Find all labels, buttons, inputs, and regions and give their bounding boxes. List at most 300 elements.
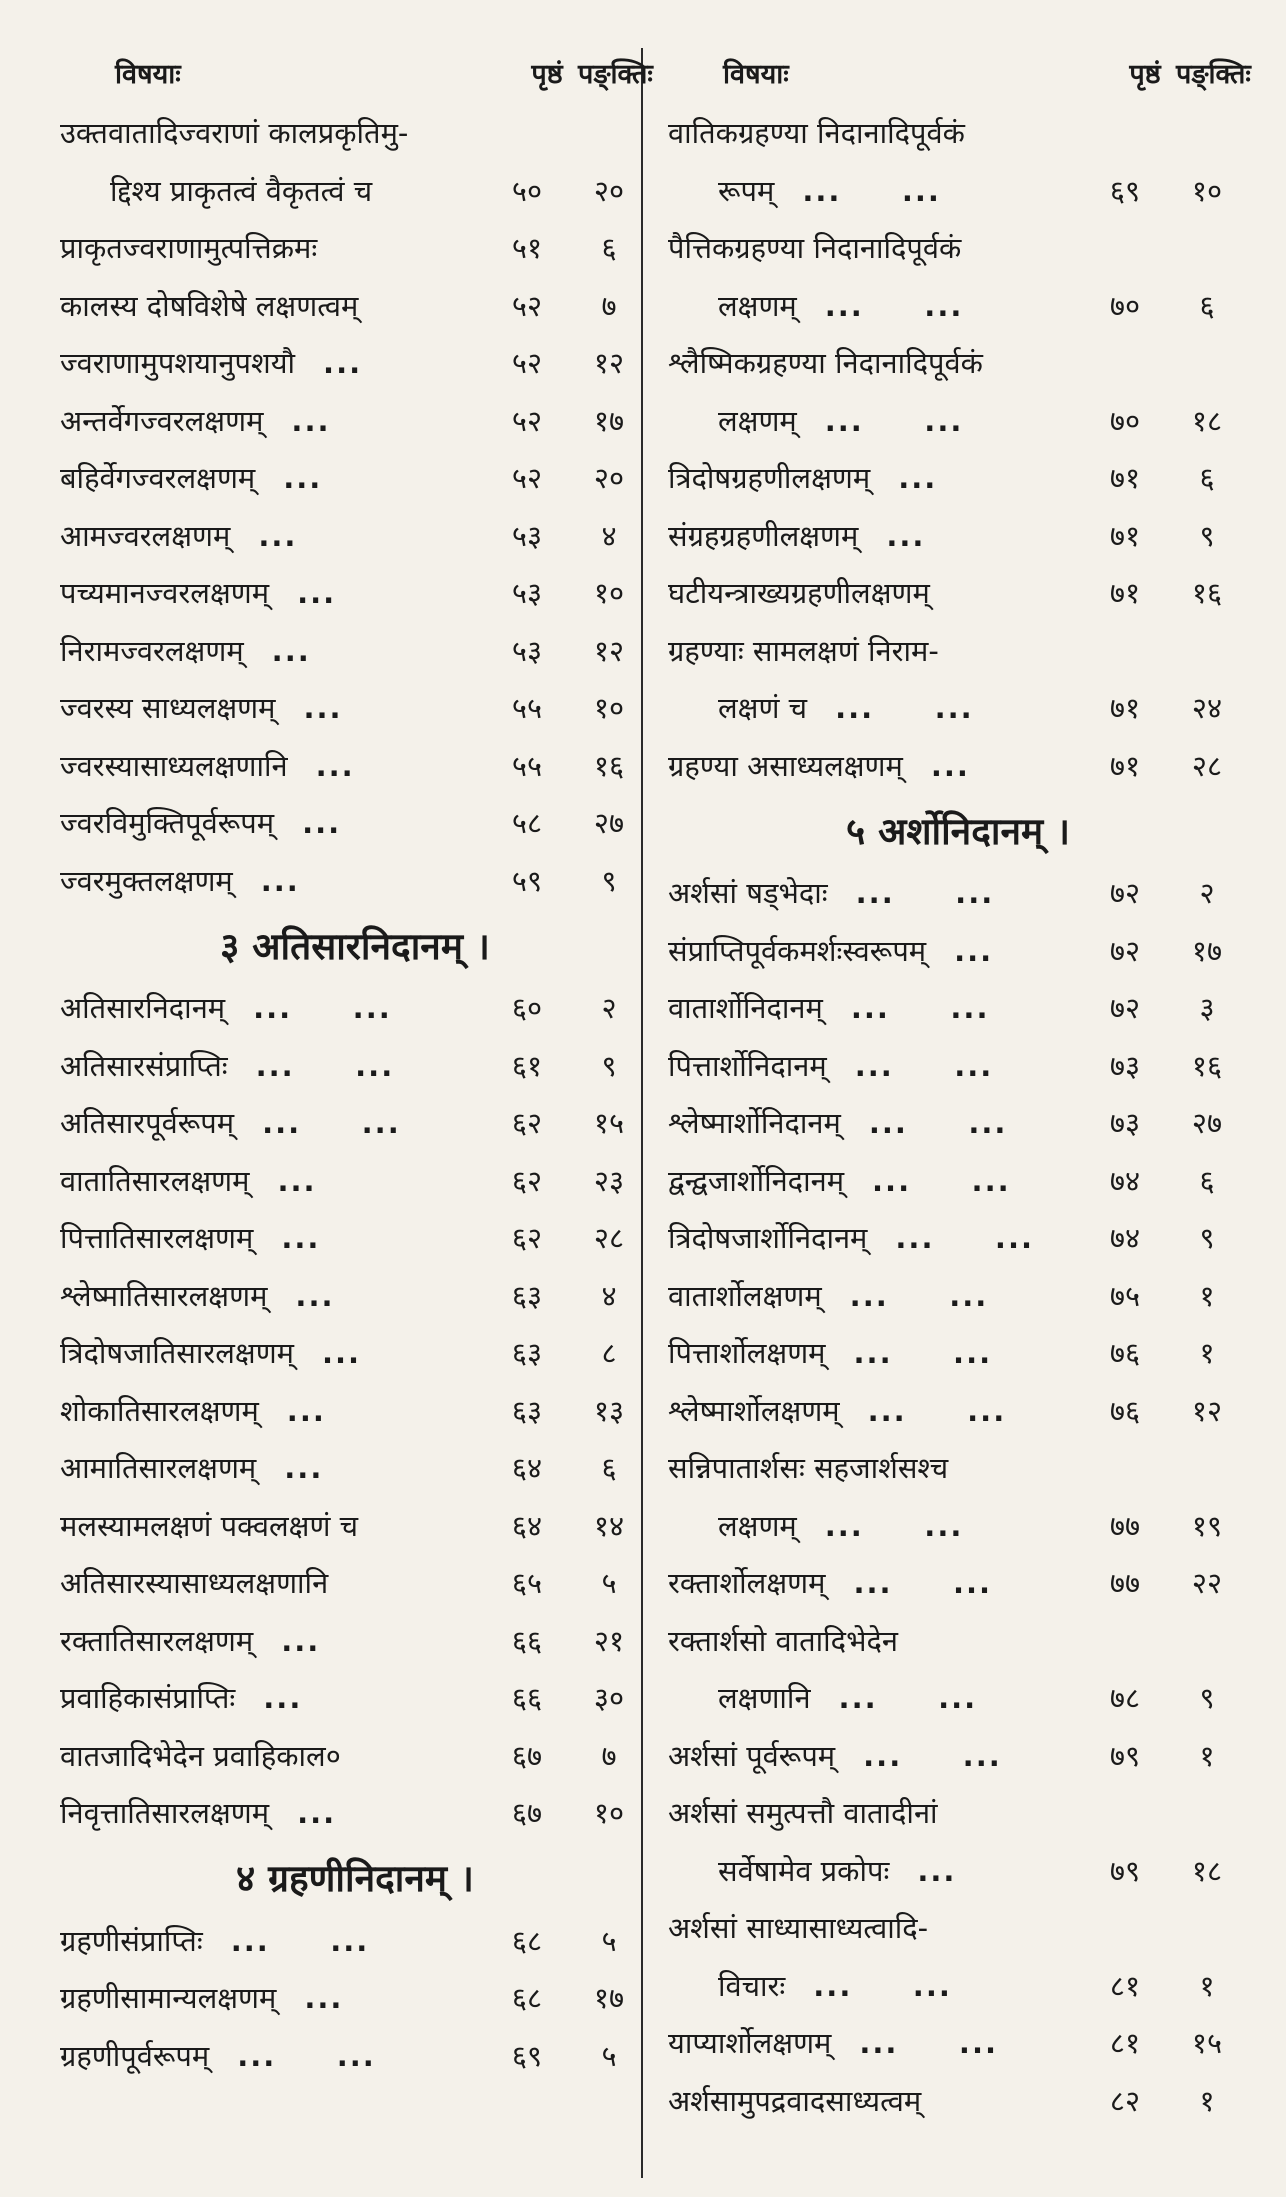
leader-dots: ... — [277, 1163, 317, 1198]
index-entry — [668, 1439, 1248, 1497]
index-entry — [668, 1554, 1248, 1612]
entry-line: ६ — [601, 1451, 617, 1486]
leader-dots: ... ... — [230, 1923, 370, 1958]
entry-line: १६ — [593, 748, 625, 783]
index-entry — [60, 564, 650, 622]
leader-dots: ... ... — [849, 1278, 989, 1313]
entry-page: ६४ — [511, 1508, 543, 1543]
index-entry — [60, 1497, 650, 1555]
entry-text: आमज्वरलक्षणम् — [60, 518, 231, 553]
entry-title — [60, 171, 486, 210]
leader-dots: ... ... — [813, 1968, 952, 2003]
leader-dots: ... ... — [853, 1566, 993, 1601]
leader-dots: ... — [886, 518, 926, 553]
entry-title — [60, 1333, 486, 1372]
entry-title — [668, 1161, 1084, 1200]
entry-line: १६ — [1191, 576, 1223, 611]
index-entry — [668, 449, 1248, 507]
entry-title — [60, 688, 486, 727]
index-entry — [60, 852, 650, 910]
index-entry — [60, 2027, 650, 2085]
entry-title — [668, 1851, 1084, 1890]
index-entry — [60, 1324, 650, 1382]
entry-text: ग्रहणीसामान्यलक्षणम् — [60, 1981, 277, 2016]
entry-title — [668, 1736, 1084, 1775]
entry-title — [60, 746, 486, 785]
index-entry — [668, 922, 1248, 980]
entry-page: ७८ — [1109, 1681, 1141, 1716]
entry-title — [668, 1218, 1084, 1257]
entry-line: १ — [1199, 1968, 1215, 2003]
entry-text: ग्रहणीपूर्वरूपम् — [60, 2038, 210, 2073]
entry-title — [60, 1621, 486, 1660]
entry-line: १५ — [593, 1106, 625, 1141]
leader-dots: ... ... — [867, 1393, 1007, 1428]
entry-text: ग्रहण्याः सामलक्षणं निराम- — [668, 633, 939, 668]
entry-line: १२ — [593, 346, 625, 381]
entry-text: अतिसारसंप्राप्तिः — [60, 1048, 228, 1083]
entry-line: ७ — [601, 288, 617, 323]
entry-page: ६२ — [511, 1163, 543, 1198]
subject-header: विषयाः — [115, 58, 181, 90]
entry-title — [668, 113, 1084, 152]
leader-dots: ... — [281, 1623, 321, 1658]
section-heading-arsha: ५ अर्शोनिदानम् । — [845, 809, 1071, 853]
leader-dots: ... ... — [824, 1508, 964, 1543]
entry-page: ७० — [1109, 403, 1141, 438]
index-entry — [60, 1912, 650, 1970]
index-entry — [668, 334, 1248, 392]
entry-title — [668, 171, 1084, 210]
entry-text: त्रिदोषजातिसारलक्षणम् — [60, 1336, 295, 1371]
entry-text: ज्वरविमुक्तिपूर्वरूपम् — [60, 806, 275, 841]
entry-title — [668, 1621, 1084, 1660]
entry-line: २ — [1199, 876, 1215, 911]
entry-line: १० — [593, 691, 625, 726]
leader-dots: ... ... — [255, 1048, 395, 1083]
entry-title — [668, 458, 1084, 497]
section-heading-grahani: ४ ग्रहणीनिदानम् । — [236, 1857, 474, 1900]
entry-page: ६५ — [511, 1566, 543, 1601]
entry-title — [60, 2036, 486, 2075]
leader-dots: ... ... — [838, 1681, 978, 1716]
line-header: पङ्क्तिः — [578, 58, 653, 90]
index-entry — [60, 277, 650, 335]
entry-title — [60, 458, 486, 497]
index-entry — [60, 794, 650, 852]
index-entry — [668, 1497, 1248, 1555]
entry-page: ६७ — [511, 1738, 543, 1773]
entry-page: ५३ — [511, 633, 543, 668]
entry-text: घटीयन्त्राख्यग्रहणीलक्षणम् — [668, 576, 930, 611]
leader-dots: ... ... — [824, 288, 964, 323]
right-column — [668, 40, 1251, 2129]
index-entry — [668, 2072, 1248, 2130]
leader-dots: ... — [297, 1796, 337, 1831]
entry-title — [668, 1678, 1084, 1717]
index-entry — [668, 277, 1248, 335]
entry-line: ९ — [601, 863, 617, 898]
entry-page: ६२ — [511, 1106, 543, 1141]
index-entry — [668, 1037, 1248, 1095]
index-entry — [60, 1094, 650, 1152]
index-entry — [668, 1669, 1248, 1727]
entry-title — [668, 1448, 1084, 1487]
entry-line: १८ — [1191, 403, 1223, 438]
leader-dots: ... — [323, 346, 363, 381]
leader-dots: ... ... — [802, 173, 941, 208]
entry-title — [60, 1921, 486, 1960]
entry-page: ७६ — [1109, 1393, 1141, 1428]
entry-line: १० — [1191, 173, 1223, 208]
leader-dots: ... — [271, 633, 311, 668]
entry-page: ६३ — [511, 1278, 543, 1313]
entry-title — [668, 2023, 1084, 2062]
entry-line: ८ — [601, 1336, 617, 1371]
entry-title — [668, 401, 1084, 440]
leader-dots: ... — [283, 461, 323, 496]
entry-text: लक्षणम् — [718, 288, 797, 323]
entry-page: ५२ — [511, 346, 543, 381]
leader-dots: ... — [954, 933, 994, 968]
entry-text: अतिसारनिदानम् — [60, 991, 226, 1026]
entry-text: श्लैष्मिकग्रहण्या निदानादिपूर्वकं — [668, 346, 983, 381]
entry-line: १५ — [1191, 2026, 1223, 2061]
index-entry — [60, 1554, 650, 1612]
entry-line: १३ — [593, 1393, 625, 1428]
entry-title — [668, 228, 1084, 267]
entry-line: ६ — [1199, 461, 1215, 496]
index-entry — [60, 392, 650, 450]
entry-page: ६३ — [511, 1336, 543, 1371]
entry-text: पित्तातिसारलक्षणम् — [60, 1221, 254, 1256]
entry-page: ६० — [511, 991, 543, 1026]
entry-line: ९ — [1199, 518, 1215, 553]
entry-title — [60, 1391, 486, 1430]
entry-page: ७७ — [1109, 1566, 1141, 1601]
entry-text: याप्यार्शोलक्षणम् — [668, 2026, 832, 2061]
entry-text: त्रिदोषजार्शोनिदानम् — [668, 1221, 868, 1256]
entry-text: पित्तार्शोलक्षणम् — [668, 1336, 826, 1371]
index-entry — [60, 507, 650, 565]
entry-line: २४ — [1191, 691, 1223, 726]
entry-page: ५५ — [511, 748, 543, 783]
section-heading-atisara: ३ अतिसारनिदानम् । — [220, 924, 490, 968]
entry-line: ७ — [601, 1738, 617, 1773]
entry-line: १ — [1199, 1278, 1215, 1313]
entry-text: सन्निपातार्शसः सहजार्शसश्च — [668, 1451, 949, 1486]
entry-text: विचारः — [718, 1968, 786, 2003]
entry-page: ७१ — [1109, 461, 1141, 496]
entry-text: रक्तातिसारलक्षणम् — [60, 1623, 254, 1658]
entry-page: ७९ — [1109, 1738, 1141, 1773]
entry-page: ७३ — [1109, 1048, 1141, 1083]
entry-page: ५१ — [511, 231, 543, 266]
entry-title — [668, 1793, 1084, 1832]
entry-line: १७ — [593, 1981, 625, 2016]
entry-text: प्रवाहिकासंप्राप्तिः — [60, 1681, 236, 1716]
entry-line: ९ — [1199, 1221, 1215, 1256]
leader-dots: ... — [304, 1981, 344, 2016]
leader-dots: ... — [315, 748, 355, 783]
entry-page: ७२ — [1109, 876, 1141, 911]
leader-dots: ... ... — [835, 691, 974, 726]
entry-title — [668, 873, 1084, 912]
entry-line: २७ — [1191, 1106, 1223, 1141]
page-header: पृष्ठं — [531, 58, 563, 90]
entry-text: पित्तार्शोनिदानम् — [668, 1048, 827, 1083]
leader-dots: ... — [898, 461, 938, 496]
index-entry — [60, 1784, 650, 1842]
entry-page: ५२ — [511, 288, 543, 323]
entry-text: रक्तार्शसो वातादिभेदेन — [668, 1623, 898, 1658]
entry-text: वातार्शोलक्षणम् — [668, 1278, 822, 1313]
entry-page: ७४ — [1109, 1163, 1141, 1198]
entry-line: १८ — [1191, 1853, 1223, 1888]
entry-page: ६२ — [511, 1221, 543, 1256]
entry-text: वातजादिभेदेन प्रवाहिकाल० — [60, 1738, 341, 1773]
index-entry — [60, 679, 650, 737]
entry-text: संग्रहग्रहणीलक्षणम् — [668, 518, 859, 553]
leader-dots: ... — [260, 863, 300, 898]
entry-title — [60, 631, 486, 670]
entry-page: ७२ — [1109, 991, 1141, 1026]
entry-line: ६ — [601, 231, 617, 266]
entry-text: आमातिसारलक्षणम् — [60, 1451, 257, 1486]
entry-title — [60, 1103, 486, 1142]
entry-text: लक्षणानि — [718, 1681, 811, 1716]
leader-dots: ... — [303, 691, 343, 726]
entry-page: ६७ — [511, 1796, 543, 1831]
entry-title — [668, 1391, 1084, 1430]
entry-text: वातार्शोनिदानम् — [668, 991, 823, 1026]
entry-page: ८२ — [1109, 2083, 1141, 2118]
entry-line: १ — [1199, 1738, 1215, 1773]
entry-page: ६१ — [511, 1048, 543, 1083]
entry-page: ५३ — [511, 576, 543, 611]
entry-page: ७१ — [1109, 518, 1141, 553]
entry-text: रक्तार्शोलक्षणम् — [668, 1566, 826, 1601]
index-entry — [668, 1899, 1248, 1957]
leader-dots: ... ... — [859, 2026, 998, 2061]
entry-page: ६९ — [511, 2038, 543, 2073]
index-entry — [60, 1439, 650, 1497]
leader-dots: ... ... — [853, 1336, 993, 1371]
entry-line: ५ — [601, 2038, 617, 2073]
entry-page: ८१ — [1109, 2026, 1141, 2061]
entry-line: २० — [593, 173, 625, 208]
entry-line: ५ — [601, 1566, 617, 1601]
entry-text: अर्शसां साध्यासाध्यत्वादि- — [668, 1911, 929, 1946]
entry-title — [60, 228, 486, 267]
index-entry — [60, 334, 650, 392]
entry-title — [668, 1333, 1084, 1372]
entry-title — [668, 1908, 1084, 1947]
entry-title — [668, 1563, 1084, 1602]
entry-text: निरामज्वरलक्षणम् — [60, 633, 244, 668]
entry-line: १६ — [1191, 1048, 1223, 1083]
entry-title — [668, 1046, 1084, 1085]
index-entry — [668, 564, 1248, 622]
index-entry — [668, 864, 1248, 922]
entry-title — [60, 113, 486, 152]
index-entry — [60, 1209, 650, 1267]
entry-text: शोकातिसारलक्षणम् — [60, 1393, 259, 1428]
entry-text: अर्शसां पूर्वरूपम् — [668, 1738, 836, 1773]
entry-page: ५९ — [511, 863, 543, 898]
entry-page: ५२ — [511, 403, 543, 438]
entry-title — [60, 1563, 486, 1602]
entry-text: लक्षणम् — [718, 1508, 797, 1543]
entry-text: अर्शसां समुत्पत्तौ वातादीनां — [668, 1796, 938, 1831]
entry-text: ज्वरस्य साध्यलक्षणम् — [60, 691, 276, 726]
entry-title — [668, 988, 1084, 1027]
index-entry — [668, 507, 1248, 565]
entry-page: ६८ — [511, 1981, 543, 2016]
entry-text: लक्षणम् — [718, 403, 797, 438]
entry-text: अतिसारपूर्वरूपम् — [60, 1106, 235, 1141]
leader-dots: ... — [284, 1451, 324, 1486]
entry-text: ज्वरमुक्तलक्षणम् — [60, 863, 233, 898]
entry-line: १९ — [1191, 1508, 1223, 1543]
leader-dots: ... — [281, 1221, 321, 1256]
index-entry — [668, 1152, 1248, 1210]
entry-title — [60, 803, 486, 842]
entry-line: १ — [1199, 1336, 1215, 1371]
entry-text: अन्तर्वेगज्वरलक्षणम् — [60, 403, 264, 438]
right-entries-b — [668, 864, 1248, 2129]
leader-dots: ... ... — [253, 991, 392, 1026]
index-entry — [60, 622, 650, 680]
entry-line: १७ — [1191, 933, 1223, 968]
index-entry — [668, 219, 1248, 277]
entry-title — [668, 1103, 1084, 1142]
index-entry — [60, 1152, 650, 1210]
leader-dots: ... ... — [895, 1221, 1034, 1256]
index-entry — [60, 1669, 650, 1727]
entry-line: ४ — [601, 1278, 617, 1313]
leader-dots: ... — [917, 1853, 957, 1888]
entry-line: ६ — [1199, 1163, 1215, 1198]
entry-page: ५३ — [511, 518, 543, 553]
entry-title — [668, 631, 1084, 670]
leader-dots: ... — [302, 806, 342, 841]
entry-text: श्लेष्मार्शोलक्षणम् — [668, 1393, 840, 1428]
entry-page: ६९ — [1109, 173, 1141, 208]
leader-dots: ... ... — [237, 2038, 376, 2073]
entry-text: द्वन्द्वजार्शोनिदानम् — [668, 1163, 845, 1198]
leader-dots: ... ... — [855, 876, 995, 911]
entry-line: १७ — [593, 403, 625, 438]
entry-line: ३ — [1199, 991, 1215, 1026]
entry-page: ५५ — [511, 691, 543, 726]
entry-title — [60, 343, 486, 382]
index-entry — [668, 1094, 1248, 1152]
entry-line: २० — [593, 461, 625, 496]
left-column-header — [60, 40, 653, 104]
entry-title — [60, 988, 486, 1027]
leader-dots: ... — [258, 518, 298, 553]
entry-text: उक्तवातादिज्वराणां कालप्रकृतिमु- — [60, 116, 409, 151]
leader-dots: ... — [263, 1681, 303, 1716]
entry-text: मलस्यामलक्षणं पक्वलक्षणं च — [60, 1508, 359, 1543]
entry-text: संप्राप्तिपूर्वकमर्शःस्वरूपम् — [668, 933, 927, 968]
entry-title — [668, 286, 1084, 325]
leader-dots: ... ... — [850, 991, 990, 1026]
right-column-header — [668, 40, 1251, 104]
entry-line: २३ — [593, 1163, 625, 1198]
entry-page: ५० — [511, 173, 543, 208]
entry-text: कालस्य दोषविशेषे लक्षणत्वम् — [60, 288, 359, 323]
entry-text: श्लेष्मार्शोनिदानम् — [668, 1106, 841, 1141]
leader-dots: ... ... — [854, 1048, 994, 1083]
entry-text: रूपम् — [718, 173, 775, 208]
entry-title — [60, 286, 486, 325]
leader-dots: ... — [295, 1278, 335, 1313]
entry-title — [60, 1506, 486, 1545]
entry-text: त्रिदोषग्रहणीलक्षणम् — [668, 461, 871, 496]
entry-text: वातिकग्रहण्या निदानादिपूर्वकं — [668, 116, 965, 151]
entry-text: अर्शसामुपद्रवादसाध्यत्वम् — [668, 2083, 922, 2118]
entry-text: निवृत्तातिसारलक्षणम् — [60, 1796, 270, 1831]
leader-dots: ... — [297, 576, 337, 611]
entry-title — [60, 1218, 486, 1257]
index-entry — [668, 1324, 1248, 1382]
entry-line: २२ — [1191, 1566, 1223, 1601]
index-entry — [668, 1727, 1248, 1785]
index-entry — [668, 737, 1248, 795]
index-entry — [60, 979, 650, 1037]
entry-text: ज्वरस्यासाध्यलक्षणानि — [60, 748, 288, 783]
entry-line: ४ — [601, 518, 617, 553]
entry-page: ७१ — [1109, 691, 1141, 726]
index-entry — [668, 679, 1248, 737]
leader-dots: ... — [322, 1336, 362, 1371]
index-entry — [668, 1267, 1248, 1325]
leader-dots: ... — [291, 403, 331, 438]
entry-line: ५ — [601, 1923, 617, 1958]
entry-title — [668, 1276, 1084, 1315]
entry-line: ९ — [601, 1048, 617, 1083]
index-entry — [668, 979, 1248, 1037]
index-entry — [60, 449, 650, 507]
index-entry — [60, 104, 650, 162]
entry-text: ग्रहणीसंप्राप्तिः — [60, 1923, 203, 1958]
entry-title — [668, 1506, 1084, 1545]
index-entry — [60, 737, 650, 795]
left-entries-a — [60, 104, 650, 909]
subject-header: विषयाः — [723, 58, 789, 90]
leader-dots: ... ... — [824, 403, 964, 438]
entry-page: ६४ — [511, 1451, 543, 1486]
index-entry — [60, 1382, 650, 1440]
index-entry — [60, 162, 650, 220]
entry-text: पैत्तिकग्रहण्या निदानादिपूर्वकं — [668, 231, 962, 266]
index-entry — [60, 1612, 650, 1670]
entry-title — [60, 1736, 486, 1775]
entry-line: २१ — [593, 1623, 625, 1658]
right-entries-a — [668, 104, 1248, 794]
entry-title — [60, 1978, 486, 2017]
entry-line: १४ — [593, 1508, 625, 1543]
entry-line: ६ — [1199, 288, 1215, 323]
entry-page: ७२ — [1109, 933, 1141, 968]
entry-page: ७१ — [1109, 748, 1141, 783]
entry-title — [60, 1448, 486, 1487]
index-entry — [668, 1382, 1248, 1440]
leader-dots: ... — [930, 748, 970, 783]
index-entry — [60, 1727, 650, 1785]
